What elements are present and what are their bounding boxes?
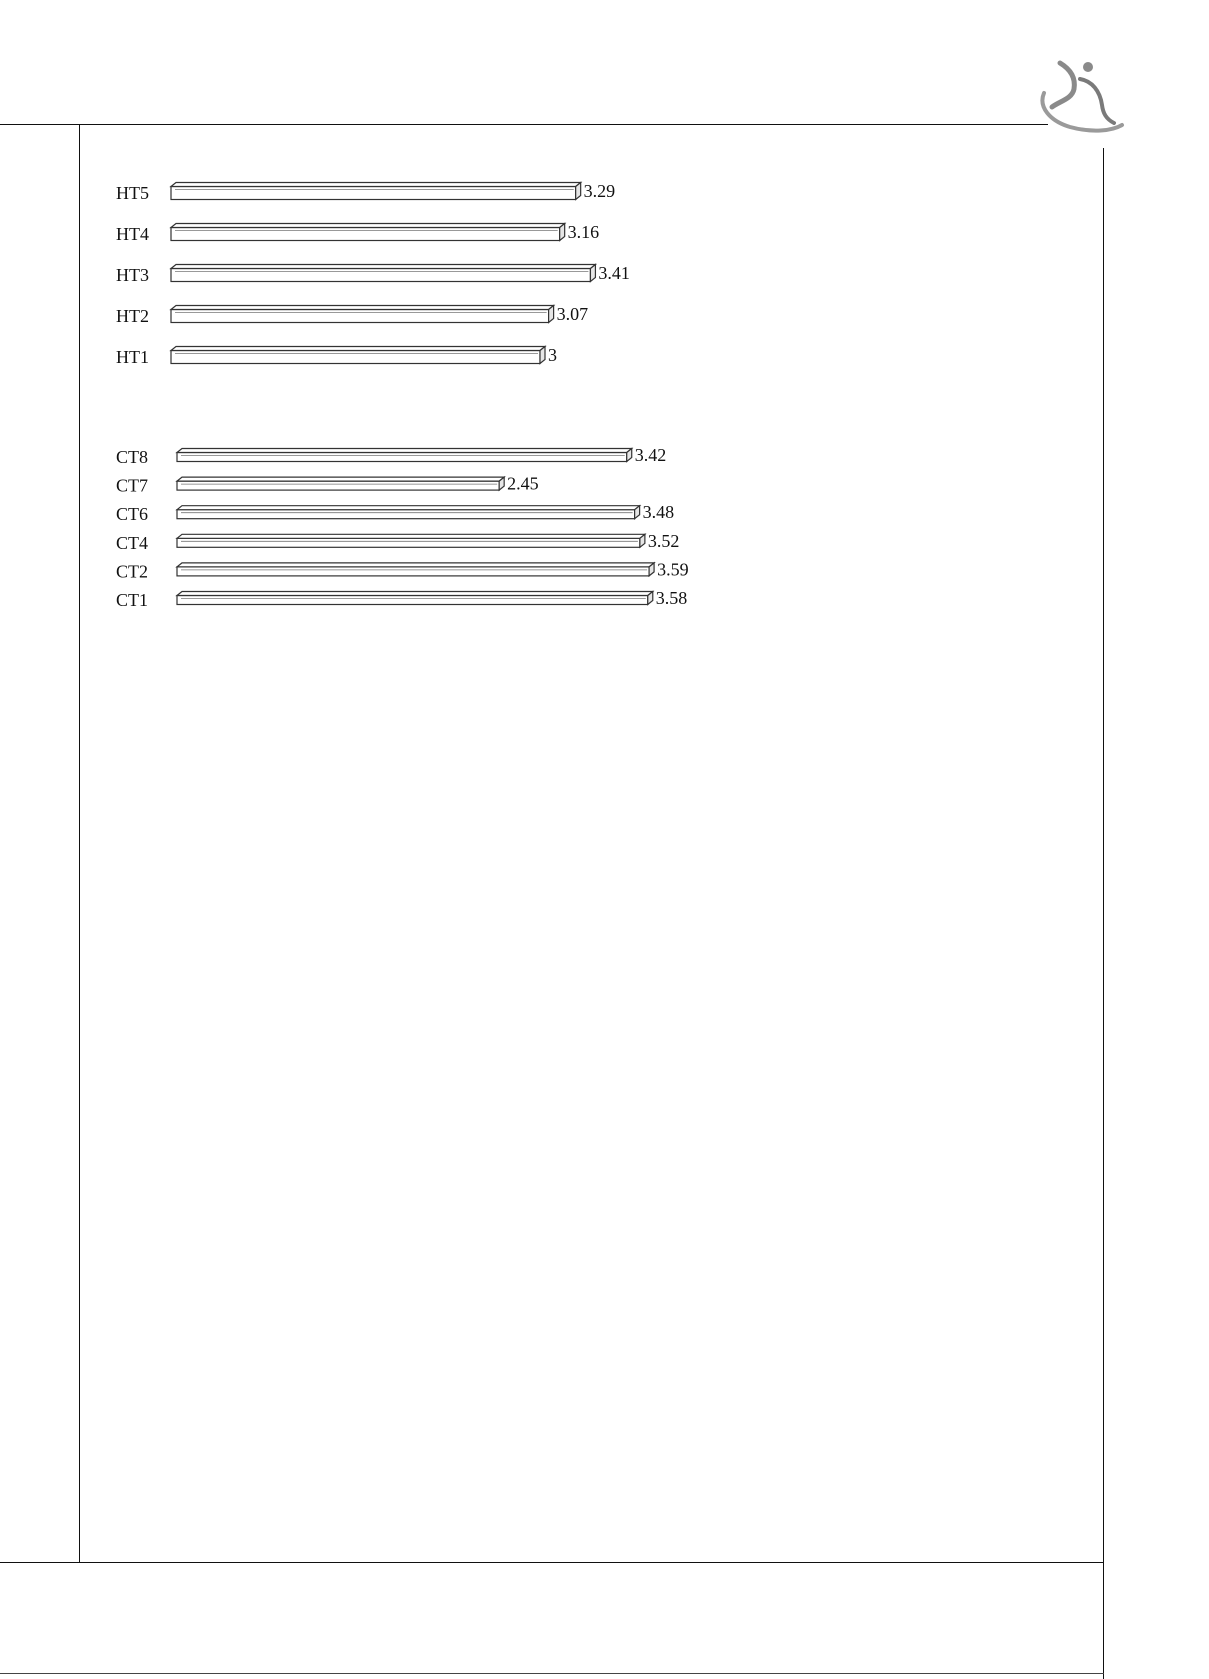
category-label-ct6: CT6 bbox=[116, 504, 149, 525]
category-label-ht2: HT2 bbox=[116, 306, 149, 326]
value-label-ct1: 3.58 bbox=[655, 588, 688, 608]
value-label-ht1: 3 bbox=[548, 345, 557, 365]
value-label-ht3: 3.41 bbox=[598, 263, 630, 283]
category-label-ct1: CT1 bbox=[116, 590, 149, 610]
bar-ct8 bbox=[177, 449, 632, 462]
value-label-ht2: 3.07 bbox=[556, 304, 589, 324]
bar-ht3 bbox=[171, 265, 595, 282]
category-label-ct2: CT2 bbox=[116, 561, 149, 582]
bar-chart-1 bbox=[116, 181, 630, 367]
value-label-ht4: 3.16 bbox=[567, 222, 600, 242]
category-label-ct7: CT7 bbox=[116, 475, 149, 496]
value-label-ht5: 3.29 bbox=[583, 181, 616, 201]
category-label-ht1: HT1 bbox=[116, 347, 149, 367]
category-label-ct4: CT4 bbox=[116, 532, 149, 553]
value-label-ct8: 3.42 bbox=[634, 445, 667, 465]
bar-ct2 bbox=[177, 563, 654, 576]
bar-ht4 bbox=[171, 224, 565, 241]
bar-ct6 bbox=[177, 506, 640, 519]
bar-ct4 bbox=[177, 534, 645, 547]
category-label-ht4: HT4 bbox=[116, 224, 149, 244]
category-label-ht3: HT3 bbox=[116, 265, 149, 285]
bar-ht1 bbox=[171, 347, 545, 364]
bar-chart-2 bbox=[116, 445, 689, 610]
value-label-ct7: 2.45 bbox=[507, 473, 539, 494]
value-label-ct2: 3.59 bbox=[657, 559, 689, 580]
bar-ct1 bbox=[177, 592, 653, 605]
category-label-ht5: HT5 bbox=[116, 183, 149, 203]
value-label-ct4: 3.52 bbox=[647, 530, 680, 551]
bar-ht5 bbox=[171, 183, 581, 200]
bar-ct7 bbox=[177, 477, 504, 490]
value-label-ct6: 3.48 bbox=[642, 502, 675, 523]
bar-ht2 bbox=[171, 306, 554, 323]
category-label-ct8: CT8 bbox=[116, 447, 149, 467]
